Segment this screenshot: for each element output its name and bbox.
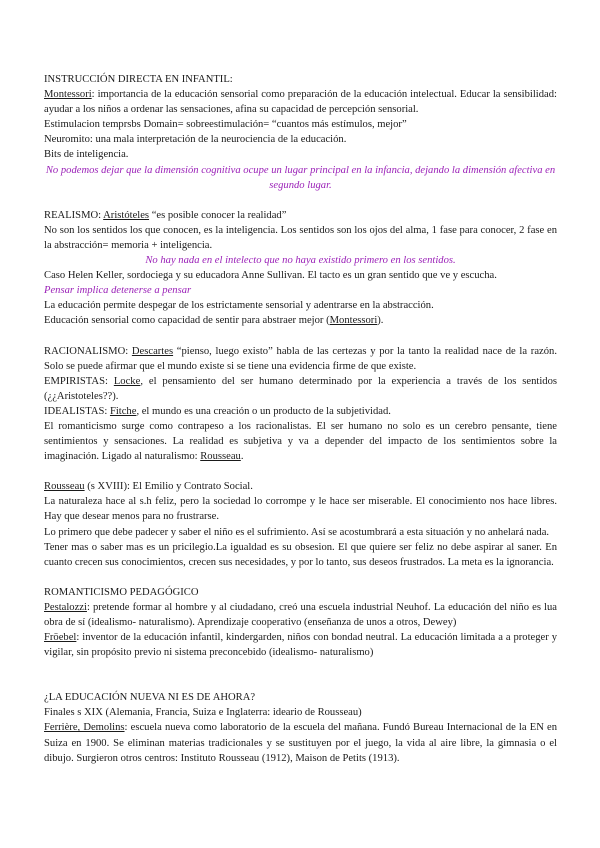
paragraph-text: “pienso, luego existo” habla de las certezas y por la tanto la realidad nace de la razón. Solo se puede afirmar que el mundo existe si se tiene una evidencia firme de que existe. [44,345,557,372]
paragraph-abstraccion: La educación permite despegar de los estrictamente sensorial y adentrarse en la abstracción. [44,300,434,312]
paragraph-naturaleza: La naturaleza hace al s.h feliz, pero la sociedad lo corrompe y le hace ser miserable. El conocimiento nos hace libres. Hay que desear menos para no frustrarse. [44,496,557,523]
author-locke: Locke [113,375,141,387]
section-title-romanticismo-pedagogico: ROMANTICISMO PEDAGÓGICO [44,586,199,598]
paragraph-helen-keller: Caso Helen Keller, sordociega y su educadora Anne Sullivan. El tacto es un gran sentido que ve y escucha. [44,270,497,282]
paragraph-text: : importancia de la educación sensorial como preparación de la educación intelectual. Educar la sensibilidad: ayudar a los niños a ordenar las sensaciones, afina su capacidad de percepción sensorial. [44,89,557,116]
paragraph-romanticismo [44,419,557,464]
paragraph-text: , el mundo es una creación o un producto de la subjetividad. [136,405,391,417]
author-froebel: Fröebel [44,632,77,644]
term-racionalismo: RACIONALISMO: [44,345,132,357]
paragraph-estimulacion: Estimulacion temprsbs Domain= sobreestimulación= “cuantos más estímulos, mejor” [44,119,407,131]
author-montessori: Montessori [44,89,92,101]
author-aristoteles: Aristóteles [103,209,150,221]
paragraph-montessori [44,87,557,117]
paragraph-text: : escuela nueva como laboratorio de la escuela del mañana. Fundó Bureau Internacional de la EN en Suiza en 1900. Se eliminan materias tradicionales y se sustituyen por el juego, la vida al aire libre, la gimnasia o el dibujo. Surgieron otros centros: Instituto Rousseau (1912), Maison de Petits (1913). [44,722,557,764]
paragraph-ignorancia: Tener mas o saber mas es un pricilegio.La igualdad es su obsesion. El que quiere ser feliz no debe aspirar al saner. En cuanto crecen sus conocimientos, crecen sus necesidades, y por lo tanto, sus deseos frustrados. La meta es la ignorancia. [44,541,557,568]
highlighted-note-pensar: Pensar implica detenerse a pensar [44,285,192,297]
paragraph-froebel [44,630,557,660]
paragraph-text: : pretende formar al hombre y al ciudadano, creó una escuela industrial Neuhof. La educación del niño es lua obra de sí (idealismo- naturalismo). Aprendizaje cooperativo (enseñanza de unos a otros, Dewey) [44,601,557,628]
paragraph-racionalismo [44,344,557,374]
paragraph-ferriere [44,720,557,765]
section-title-educacion-nueva: ¿LA EDUCACIÓN NUEVA NI ES DE AHORA? [44,692,256,704]
paragraph-sentidos: No son los sentidos los que conocen, es la inteligencia. Los sentidos son los ojos del alma, 1 fase para conocer, 2 fase en la abstracción= memoria + inteligencia. [44,224,557,251]
author-rousseau-ref: Rousseau [200,451,241,463]
paragraph-text: Educación sensorial como capacidad de sentir para abstraer mejor ( [44,315,330,327]
paragraph-sufrimiento: Lo primero que debe padecer y saber el niño es el sufrimiento. Así se acostumbrará a esta situación y no anhelará nada. [44,526,550,538]
term-idealistas: IDEALISTAS: [44,405,110,417]
author-rousseau: Rousseau [44,481,85,493]
document-page [44,72,557,766]
author-descartes: Descartes [131,345,174,357]
author-pestalozzi: Pestalozzi [44,601,87,613]
paragraph-neuromito: Neuromito: una mala interpretación de la neurociencia de la educación. [44,134,347,146]
paragraph-text: , el pensamiento del ser humano determinado por la experiencia a través de los sentidos (¿¿Aristoteles??). [44,375,557,402]
author-fitche: Fitche [109,405,137,417]
highlighted-quote-cognitiva: No podemos dejar que la dimensión cognitiva ocupe un lugar principal en la infancia, dejando la dimensión afectiva en segundo lugar. [45,164,556,191]
paragraph-pestalozzi [44,600,557,630]
author-montessori-ref: Montessori [329,315,378,327]
term-empiristas: EMPIRISTAS: [44,375,114,387]
section-title-instruccion: INSTRUCCIÓN DIRECTA EN INFANTIL: [44,74,233,85]
paragraph-end: ). [377,315,384,327]
paragraph-bits: Bits de inteligencia. [44,149,129,161]
paragraph-finales-xix: Finales s XIX (Alemania, Francia, Suiza e Inglaterra: ideario de Rousseau) [44,707,362,719]
title-quote: “es posible conocer la realidad” [149,209,287,221]
section-title-rousseau [44,479,557,494]
paragraph-idealistas [44,404,557,419]
paragraph-text: : inventor de la educación infantil, kindergarden, niños con bondad neutral. La educación limitada a a proteger y vigilar, sin propósito previo ni sistema preconcebido (idealismo- naturalismo) [44,632,557,659]
paragraph-text: El romanticismo surge como contrapeso a los racionalistas. El ser humano no solo es un cerebro pensante, tiene sentimientos y sensaciones. La realidad es subjetiva y va a depender del impacto de los sentimientos sobre la imaginación. Ligado al naturalismo: [44,420,557,463]
paragraph-empiristas [44,374,557,404]
highlighted-quote-intelecto: No hay nada en el intelecto que no haya existido primero en los sentidos. [145,255,456,267]
author-ferriere-demolins: Ferrière, Demolins [44,722,125,734]
section-title-realismo [44,208,557,223]
title-text: (s XVIII): El Emilio y Contrato Social. [84,481,253,493]
title-text: REALISMO: [44,209,104,221]
paragraph-educacion-sensorial [44,313,557,328]
paragraph-end: . [240,451,244,463]
